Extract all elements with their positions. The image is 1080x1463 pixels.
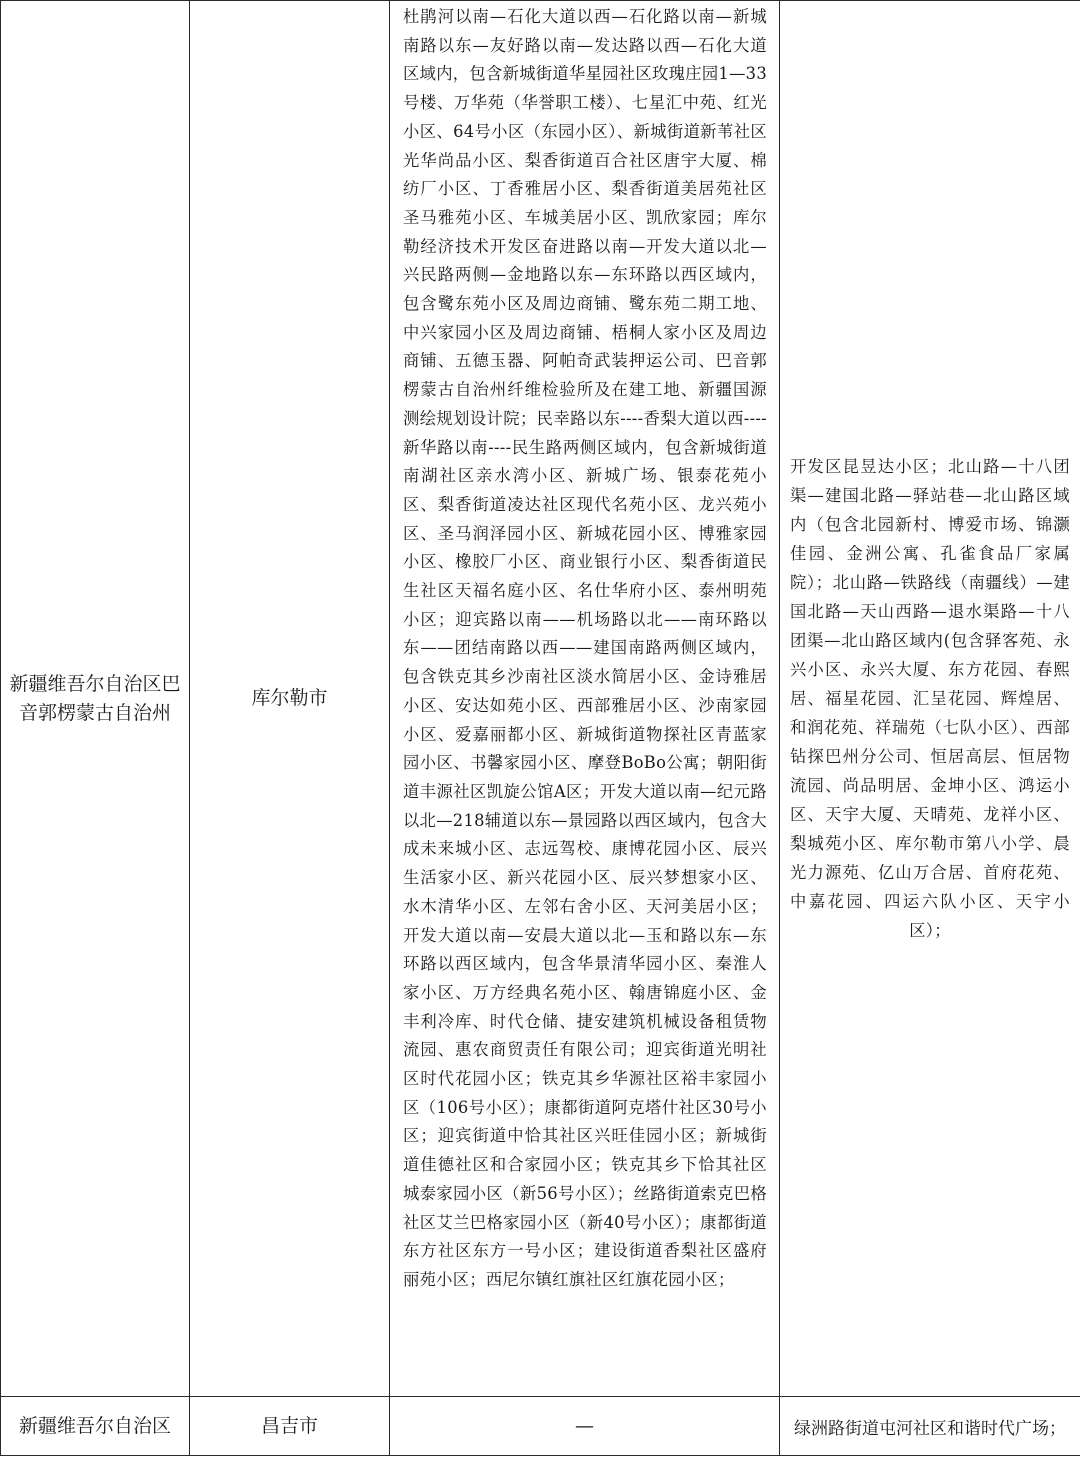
city-name: 库尔勒市 xyxy=(251,687,328,709)
medium-risk-areas-text: 绿洲路街道屯河社区和谐时代广场； xyxy=(794,1418,1066,1439)
medium-risk-areas-text: 开发区昆昱达小区；北山路—十八团渠—建国北路—驿站巷—北山路区域内（包含北园新村、博爱市场、锦灏佳园、金洲公寓、孔雀食品厂家属院）；北山路—铁路线（南疆线）—建国北路—天山西路—退水渠路—十八团渠—北山路区域内(包含驿客苑、永兴小区、永兴大厦、东方花园、春熙居、福星花园、汇呈花园、辉煌居、和润花苑、祥瑞苑（七队小区）、西部钻探巴州分公司、恒居高层、恒居物流园、尚品明居、金坤小区、鸿运小区、天宇大厦、天晴苑、龙祥小区、梨城苑小区、库尔勒市第八小学、晨光力源苑、亿山万合居、首府花苑、中嘉花园、四运六队小区、天宇小区）； xyxy=(790,457,1070,940)
city-cell xyxy=(190,1397,390,1456)
medium-risk-cell xyxy=(780,1,1080,1397)
medium-risk-cell xyxy=(780,1397,1080,1456)
province-name: 新疆维吾尔自治区 xyxy=(18,1414,171,1437)
high-risk-areas-text: 杜鹃河以南—石化大道以西—石化路以南—新城南路以东—友好路以南—发达路以西—石化大道区域内，包含新城街道华星园社区玫瑰庄园1—33号楼、万华苑（华誉职工楼）、七星汇中苑、红光小区、64号小区（东园小区）、新城街道新苇社区光华尚品小区、梨香街道百合社区唐宇大厦、棉纺厂小区、丁香雅居小区、梨香街道美居苑社区圣马雅苑小区、车城美居小区、凯欣家园；库尔勒经济技术开发区奋进路以南—开发大道以北—兴民路两侧—金地路以东—东环路以西区域内，包含鹭东苑小区及周边商铺、鹭东苑二期工地、中兴家园小区及周边商铺、梧桐人家小区及周边商铺、五德玉器、阿帕奇武装押运公司、巴音郭楞蒙古自治州纤维检验所及在建工地、新疆国源测绘规划设计院；民幸路以东----香梨大道以西----新华路以南----民生路两侧区域内，包含新城街道南湖社区亲水湾小区、新城广场、银泰花苑小区、梨香街道凌达社区现代名苑小区、龙兴苑小区、圣马润泽园小区、新城花园小区、博雅家园小区、橡胶厂小区、商业银行小区、梨香街道民生社区天福名庭小区、名仕华府小区、泰州明苑小区；迎宾路以南——机场路以北——南环路以东——团结南路以西——建国南路两侧区域内，包含铁克其乡沙南社区淡水简居小区、金诗雅居小区、安达如苑小区、西部雅居小区、沙南家园小区、爱嘉丽都小区、新城街道物探社区青蓝家园小区、书馨家园小区、摩登BoBo公寓；朝阳街道丰源社区凯旋公馆A区；开发大道以南—纪元路以北—218辅道以东—景园路以西区域内，包含大成未来城小区、志远驾校、康博花园小区、辰兴生活家小区、新兴花园小区、辰兴梦想家小区、水木清华小区、左邻右舍小区、天河美居小区；开发大道以南—安晨大道以北—玉和路以东—东环路以西区域内，包含华景清华园小区、秦淮人家小区、万方经典名苑小区、翰唐锦庭小区、金丰利冷库、时代仓储、捷安建筑机械设备租赁物流园、惠农商贸责任有限公司；迎宾街道光明社区时代花园小区；铁克其乡华源社区裕丰家园小区（106号小区）；康都街道阿克塔什社区30号小区；迎宾街道中恰其社区兴旺佳园小区；新城街道佳德社区和合家园小区；铁克其乡下恰其社区城泰家园小区（新56号小区）；丝路街道索克巴格社区艾兰巴格家园小区（新40号小区）；康都街道东方社区东方一号小区；建设街道香梨社区盛府丽苑小区；西尼尔镇红旗社区红旗花园小区； xyxy=(403,7,767,1289)
high-risk-cell xyxy=(390,1,780,1397)
high-risk-cell xyxy=(390,1397,780,1456)
city-cell xyxy=(190,1,390,1397)
table-row xyxy=(1,1,1080,1397)
province-cell xyxy=(1,1,190,1397)
city-name: 昌吉市 xyxy=(260,1414,318,1437)
high-risk-areas-text: — xyxy=(575,1415,594,1437)
province-cell xyxy=(1,1397,190,1456)
table-row xyxy=(1,1397,1080,1456)
province-name: 新疆维吾尔自治区巴音郭楞蒙古自治州 xyxy=(9,672,181,724)
